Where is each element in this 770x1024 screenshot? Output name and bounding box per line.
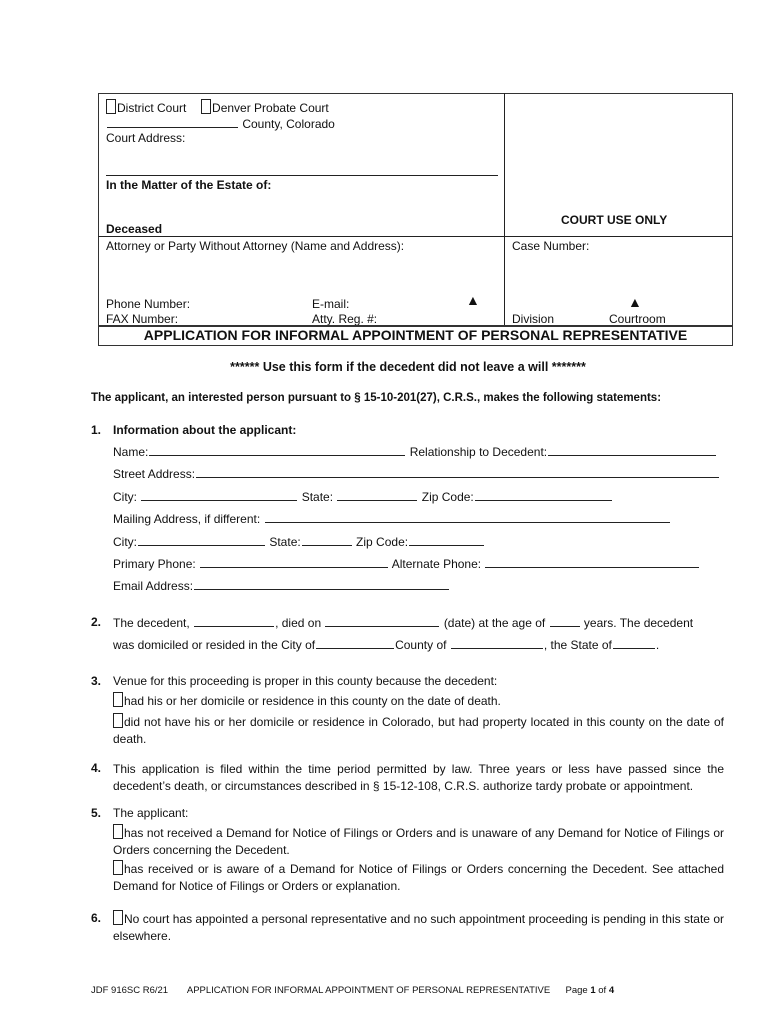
decedent-text: The decedent, <box>113 616 190 630</box>
date-of-death-field[interactable] <box>325 615 439 627</box>
years-text: years. The decedent <box>583 616 694 630</box>
filing-period-statement: This application is filed within the time period permitted by law. Three years or less have passed since the decedent’s death, or circumstances described in § 15-12-108, C.R.S. authorize tardy probate or appointment. <box>113 762 724 793</box>
state-field[interactable] <box>337 489 417 501</box>
alternate-phone-label: Alternate Phone: <box>391 557 482 571</box>
mailing-city-state-zip-row <box>113 534 485 549</box>
age-text: (date) at the age of <box>443 616 546 630</box>
denver-probate-court-label: Denver Probate Court <box>212 101 329 115</box>
alternate-phone-field[interactable] <box>485 556 699 568</box>
demand-option-1-text: has not received a Demand for Notice of Filings or Orders and is unaware of any Demand for Notice of Filings or Orders concerning the Decedent. <box>113 826 724 857</box>
period-text: . <box>655 638 660 652</box>
case-number-label: Case Number: <box>512 239 590 253</box>
estate-label: In the Matter of the Estate of: <box>106 178 272 192</box>
domicile-state-field[interactable] <box>613 637 655 649</box>
county-field[interactable] <box>107 116 238 128</box>
section-6-number: 6. <box>91 911 102 925</box>
demand-option-1 <box>113 824 724 859</box>
age-field[interactable] <box>550 615 580 627</box>
attorney-label: Attorney or Party Without Attorney (Name and Address): <box>106 239 405 253</box>
relationship-field[interactable] <box>548 444 716 456</box>
zip-label: Zip Code: <box>356 535 409 549</box>
city-state-zip-row <box>113 489 613 504</box>
mailing-city-field[interactable] <box>138 534 265 546</box>
domiciled-text: was domiciled or resided in the City of <box>113 638 316 652</box>
venue-option-1-checkbox[interactable] <box>113 692 123 707</box>
deceased-label: Deceased <box>106 222 163 236</box>
atty-reg-label: Atty. Reg. #: <box>312 312 378 326</box>
venue-option-2-checkbox[interactable] <box>113 713 123 728</box>
email-row <box>113 578 450 593</box>
primary-phone-label: Primary Phone: <box>113 557 196 571</box>
no-appointment-option <box>113 910 724 945</box>
name-label: Name: <box>113 445 149 459</box>
state-of-text: , the State of <box>543 638 612 652</box>
footer-page-total: 4 <box>608 985 615 996</box>
mailing-address-field[interactable] <box>265 511 670 523</box>
venue-option-1-text: had his or her domicile or residence in this county on the date of death. <box>124 694 501 708</box>
mailing-state-field[interactable] <box>302 534 352 546</box>
mailing-zip-field[interactable] <box>409 534 484 546</box>
venue-option-2 <box>113 713 724 748</box>
domicile-county-field[interactable] <box>451 637 543 649</box>
applicant-name-row <box>113 444 717 459</box>
venue-lead: Venue for this proceeding is proper in this county because the decedent: <box>113 674 498 688</box>
footer-form-code: JDF 916SC R6/21 <box>91 985 169 996</box>
footer-page-prefix: Page <box>565 985 591 996</box>
died-on-text: , died on <box>275 616 322 630</box>
fax-label: FAX Number: <box>106 312 179 326</box>
footer-title: APPLICATION FOR INFORMAL APPOINTMENT OF PERSONAL REPRESENTATIVE <box>186 985 551 996</box>
decedent-name-field[interactable] <box>194 615 274 627</box>
decedent-row-2 <box>113 637 659 652</box>
phone-label: Phone Number: <box>106 297 191 311</box>
zip-field[interactable] <box>475 489 612 501</box>
relationship-label: Relationship to Decedent: <box>409 445 548 459</box>
county-suffix: County, Colorado <box>242 117 335 131</box>
venue-option-2-text: did not have his or her domicile or residence in Colorado, but had property located in this county on the date of death. <box>113 715 724 746</box>
state-label: State: <box>269 535 301 549</box>
section-1-number: 1. <box>91 423 102 437</box>
denver-probate-court-checkbox[interactable] <box>201 99 211 114</box>
applicant-lead: The applicant: <box>113 806 189 820</box>
demand-option-2-text: has received or is aware of a Demand for Notice of Filings or Orders concerning the Decedent. See attached Demand for Notice of Filings or Orders or explanation. <box>113 862 724 893</box>
street-address-field[interactable] <box>196 466 719 478</box>
district-court-label: District Court <box>117 101 187 115</box>
county-of-text: County of <box>395 638 447 652</box>
no-appointment-checkbox[interactable] <box>113 910 123 925</box>
mailing-label: Mailing Address, if different: <box>113 512 261 526</box>
court-address-label: Court Address: <box>106 131 186 145</box>
decedent-row-1 <box>113 615 693 630</box>
street-address-row <box>113 466 720 481</box>
state-label: State: <box>301 490 334 504</box>
footer-page-current: 1 <box>590 985 596 996</box>
division-label: Division <box>512 312 555 326</box>
city-field[interactable] <box>141 489 297 501</box>
form-title: APPLICATION FOR INFORMAL APPOINTMENT OF PERSONAL REPRESENTATIVE <box>143 327 688 343</box>
venue-option-1 <box>113 692 724 710</box>
city-label: City: <box>113 535 137 549</box>
demand-option-1-checkbox[interactable] <box>113 824 123 839</box>
zip-label: Zip Code: <box>421 490 474 504</box>
email-address-field[interactable] <box>194 578 449 590</box>
intro-statement: The applicant, an interested person pursuant to § 15-10-201(27), C.R.S., makes the following statements: <box>91 392 662 404</box>
courtroom-label: Courtroom <box>609 312 666 326</box>
email-address-label: Email Address: <box>113 579 194 593</box>
city-label: City: <box>113 490 137 504</box>
footer <box>91 985 614 996</box>
section-3-number: 3. <box>91 674 102 688</box>
court-use-only-label: COURT USE ONLY <box>561 213 668 227</box>
court-address-rule <box>106 175 498 176</box>
section-4-number: 4. <box>91 761 102 775</box>
no-appointment-text: No court has appointed a personal representative and no such appointment proceeding is pending in this state or elsewhere. <box>113 912 724 943</box>
triangle-icon: ▲ <box>466 292 480 308</box>
triangle-icon: ▲ <box>628 294 642 310</box>
email-label: E-mail: <box>312 297 350 311</box>
caption-vertical-divider <box>504 93 505 326</box>
section-1-heading: Information about the applicant: <box>113 423 297 437</box>
section-2-number: 2. <box>91 615 102 629</box>
primary-phone-field[interactable] <box>200 556 388 568</box>
phone-row <box>113 556 700 571</box>
applicant-name-field[interactable] <box>149 444 405 456</box>
county-row <box>106 116 335 131</box>
mailing-address-row <box>113 511 671 526</box>
caption-horizontal-divider <box>98 236 732 237</box>
district-court-checkbox[interactable] <box>106 99 116 114</box>
street-label: Street Address: <box>113 467 196 481</box>
court-selection-row <box>106 99 329 115</box>
demand-option-2-checkbox[interactable] <box>113 860 123 875</box>
demand-option-2 <box>113 860 724 895</box>
footer-page-mid: of <box>595 985 609 996</box>
section-5-number: 5. <box>91 806 102 820</box>
domicile-city-field[interactable] <box>316 637 394 649</box>
usage-notice: ****** Use this form if the decedent did not leave a will ******* <box>230 360 586 374</box>
